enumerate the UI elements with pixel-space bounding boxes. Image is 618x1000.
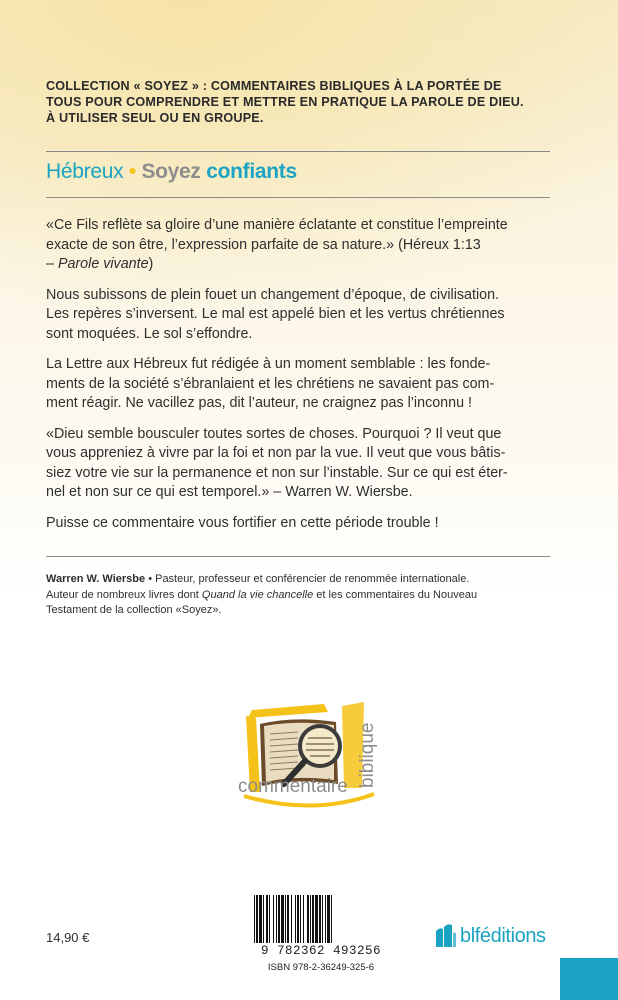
text-line: siez votre vie sur la permanence et non sur l’instable. Sur ce qui est éter-	[46, 464, 508, 481]
text-line: La Lettre aux Hébreux fut rédigée à un moment semblable : les fonde-	[46, 356, 491, 372]
barcode-bar	[281, 895, 284, 943]
title-book: Hébreux	[46, 160, 124, 183]
intro-line: COLLECTION « SOYEZ » : COMMENTAIRES BIBLIQUES À LA PORTÉE DE	[46, 79, 502, 93]
barcode-bar	[273, 895, 274, 943]
divider-author	[46, 556, 550, 557]
title-confiants: confiants	[206, 160, 297, 183]
barcode-bar	[295, 895, 296, 943]
barcode-bar	[259, 895, 262, 943]
barcode-bar	[287, 895, 289, 943]
text-line: Les repères s’inversent. Le mal est appelé bien et les vertus chrétiennes	[46, 306, 505, 322]
text-line: Warren W. Wiersbe • Pasteur, professeur et conférencier de renommée internationale.	[46, 573, 470, 585]
title-separator: •	[128, 160, 136, 183]
text-line: Puisse ce commentaire vous fortifier en cette période trouble !	[46, 514, 439, 531]
commentaire-biblique-logo	[224, 688, 394, 818]
blurb	[46, 216, 556, 544]
divider-top	[46, 151, 550, 152]
text-line: «Dieu semble bousculer toutes sortes de choses. Pourquoi ? Il veut que	[46, 425, 502, 442]
paragraph	[46, 286, 556, 345]
text-line: vous appreniez à vivre par la foi et non par la vue. Il veut que vous bâtis-	[46, 445, 506, 461]
barcode-bar	[303, 895, 304, 943]
barcode-bar	[310, 895, 311, 943]
author-name: Warren W. Wiersbe	[46, 573, 146, 585]
barcode-bar	[331, 895, 332, 943]
barcode-bar	[307, 895, 309, 943]
corner-color-tab	[560, 958, 618, 1000]
intro-line: À UTILISER SEUL OU EN GROUPE.	[46, 111, 264, 125]
text-line: Nous subissons de plein fouet un changement d’époque, de civilisation.	[46, 286, 500, 303]
text-line: nel et non sur ce qui est temporel.» – Warren W. Wiersbe.	[46, 484, 413, 500]
text-line: – Parole vivante)	[46, 256, 154, 272]
barcode-bar	[325, 895, 326, 943]
publisher-name: blféditions	[460, 924, 546, 947]
text-line: sont moquées. Le sol s’effondre.	[46, 325, 253, 342]
author-bio	[46, 572, 556, 619]
barcode-bar	[256, 895, 258, 943]
barcode-bar	[291, 895, 292, 943]
logo-word-commentaire: commentaire	[238, 776, 348, 797]
barcode-bar	[278, 895, 280, 943]
barcode-bar	[315, 895, 318, 943]
barcode-bar	[285, 895, 286, 943]
barcode-bar	[322, 895, 323, 943]
text-line: Auteur de nombreux livres dont Quand la vie chancelle et les commentaires du Nouveau	[46, 588, 478, 601]
publisher-logo	[434, 922, 546, 950]
barcode-bar	[300, 895, 301, 943]
source-title: Parole vivante	[57, 256, 149, 272]
barcode-bar	[263, 895, 264, 943]
barcode-bar	[276, 895, 277, 943]
barcode-bar	[266, 895, 268, 943]
barcode-bars	[246, 893, 396, 945]
paragraph-quote	[46, 425, 556, 503]
barcode-number: 9 782362 493256	[260, 944, 382, 958]
text-line: Testament de la collection «Soyez».	[46, 604, 222, 616]
barcode-bar	[319, 895, 321, 943]
barcode-bar	[327, 895, 330, 943]
price: 14,90 €	[46, 930, 90, 945]
divider-title	[46, 197, 550, 198]
logo-word-biblique: biblique	[357, 722, 378, 788]
barcode-bar	[269, 895, 270, 943]
isbn: ISBN 978-2-36249-325-6	[267, 962, 375, 973]
text-line: ment réagir. Ne vacillez pas, dit l’auteur, ne craignez pas l’inconnu !	[46, 395, 472, 411]
intro-line: TOUS POUR COMPRENDRE ET METTRE EN PRATIQUE LA PAROLE DE DIEU.	[46, 95, 524, 109]
text-line: exacte de son être, l’expression parfaite de sa nature.» (Héreux 1:13	[46, 236, 481, 253]
book-pages-icon	[434, 923, 456, 949]
paragraph-quote	[46, 216, 556, 275]
paragraph	[46, 514, 556, 534]
collection-description	[46, 78, 566, 126]
title-soyez: Soyez	[141, 160, 201, 183]
text-line: ments de la société s’ébranlaient et les chrétiens ne savaient pas com-	[46, 375, 495, 392]
book-reference: Quand la vie chancelle	[201, 588, 314, 601]
barcode-bar	[254, 895, 255, 943]
text-line: «Ce Fils reflète sa gloire d’une manière éclatante et constitue l’empreinte	[46, 217, 508, 233]
barcode-bar	[312, 895, 314, 943]
paragraph	[46, 355, 556, 414]
book-title	[46, 160, 297, 184]
barcode	[246, 893, 396, 980]
barcode-bar	[297, 895, 299, 943]
